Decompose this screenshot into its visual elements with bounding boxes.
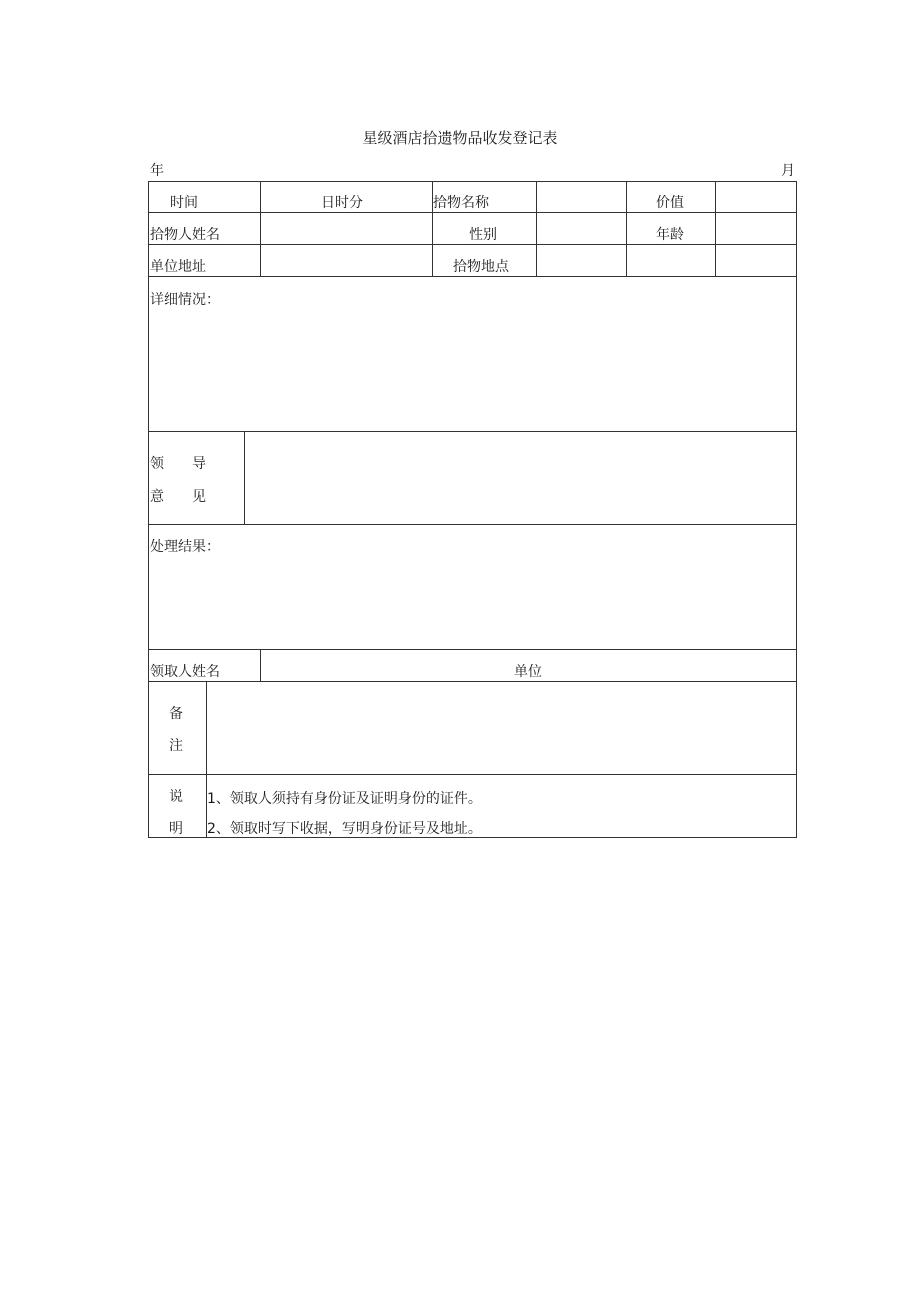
notes-line-1: 1、领取人须持有身份证及证明身份的证件。 bbox=[207, 791, 482, 807]
remarks-label-line2: 注 bbox=[169, 738, 183, 754]
item-name-label: 拾物名称 bbox=[433, 195, 489, 211]
time-value: 日时分 bbox=[321, 195, 363, 211]
page-title: 星级酒店拾遗物品收发登记表 bbox=[362, 129, 558, 147]
result-label: 处理结果： bbox=[150, 539, 220, 555]
result-field[interactable] bbox=[149, 558, 795, 648]
receiver-field[interactable] bbox=[261, 650, 795, 680]
receiver-unit-label: 单位 bbox=[514, 664, 542, 680]
remarks-label-line1: 备 bbox=[169, 706, 183, 722]
gender-label: 性别 bbox=[469, 227, 497, 243]
details-field[interactable] bbox=[149, 310, 795, 430]
time-label: 时间 bbox=[170, 195, 198, 211]
finder-name-label: 拾物人姓名 bbox=[150, 227, 220, 243]
leader-label-line1: 领 导 bbox=[150, 456, 206, 472]
finder-name-field[interactable] bbox=[261, 213, 431, 243]
leader-opinion-field[interactable] bbox=[245, 432, 795, 523]
age-field[interactable] bbox=[716, 213, 795, 243]
notes-label-line1: 说 bbox=[169, 789, 183, 805]
found-place-label: 拾物地点 bbox=[453, 259, 509, 275]
value-label: 价值 bbox=[656, 195, 684, 211]
value-field[interactable] bbox=[716, 182, 795, 211]
found-place-field[interactable] bbox=[537, 245, 625, 275]
leader-label-line2: 意 见 bbox=[150, 489, 206, 505]
unit-address-label: 单位地址 bbox=[150, 259, 206, 275]
gender-field[interactable] bbox=[537, 213, 625, 243]
notes-line-2: 2、领取时写下收据，写明身份证号及地址。 bbox=[207, 821, 482, 837]
receiver-name-label: 领取人姓名 bbox=[150, 664, 220, 680]
details-label: 详细情况： bbox=[150, 292, 220, 308]
unit-address-field[interactable] bbox=[261, 245, 431, 275]
date-year-label: 年 bbox=[150, 163, 164, 179]
notes-label-line2: 明 bbox=[169, 821, 183, 837]
date-month-label: 月 bbox=[781, 163, 795, 179]
age-label: 年龄 bbox=[656, 227, 684, 243]
item-name-field[interactable] bbox=[537, 182, 625, 211]
remarks-field[interactable] bbox=[207, 682, 795, 773]
